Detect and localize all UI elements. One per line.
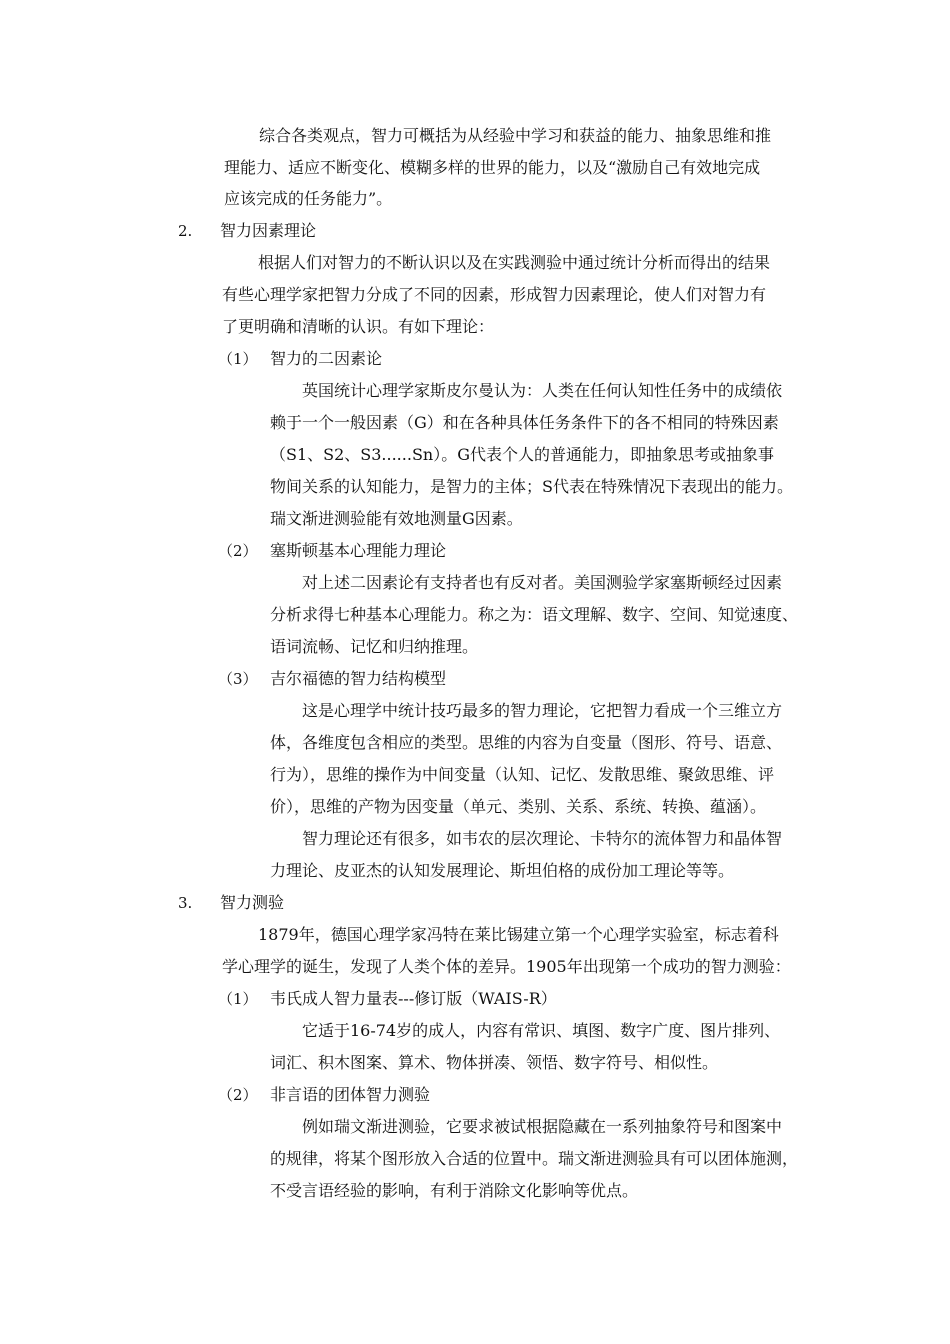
- subsection-title: 韦氏成人智力量表---修订版（WAIS-R）: [270, 989, 557, 1008]
- paragraph-line: 学心理学的诞生，发现了人类个体的差异。1905年出现第一个成功的智力测验：: [222, 957, 791, 976]
- paragraph-line: 根据人们对智力的不断认识以及在实践测验中通过统计分析而得出的结果: [258, 253, 771, 272]
- paragraph-line: 有些心理学家把智力分成了不同的因素，形成智力因素理论，使人们对智力有: [222, 285, 767, 304]
- paragraph-line: 力理论、皮亚杰的认知发展理论、斯坦伯格的成份加工理论等等。: [270, 861, 735, 880]
- subsection-title: 吉尔福德的智力结构模型: [270, 669, 447, 688]
- paragraph-line: （S1、S2、S3......Sn）。G代表个人的普通能力，即抽象思考或抽象事: [270, 445, 774, 464]
- paragraph-line: 这是心理学中统计技巧最多的智力理论，它把智力看成一个三维立方: [302, 701, 783, 720]
- subsection-number: （1）: [218, 990, 258, 1008]
- paragraph-line: 的规律，将某个图形放入合适的位置中。瑞文渐进测验具有可以团体施测，: [270, 1149, 799, 1168]
- section-number: 2.: [178, 222, 193, 240]
- paragraph-line: 行为），思维的操作为中间变量（认知、记忆、发散思维、聚敛思维、评: [270, 765, 775, 784]
- subsection-number: （2）: [218, 1086, 258, 1104]
- subsection-title: 非言语的团体智力测验: [270, 1085, 431, 1104]
- subsection-number: （2）: [218, 542, 258, 560]
- paragraph-line: 体，各维度包含相应的类型。思维的内容为自变量（图形、符号、语意、: [270, 733, 783, 752]
- subsection-number: （3）: [218, 670, 258, 688]
- paragraph-line: 对上述二因素论有支持者也有反对者。美国测验学家塞斯顿经过因素: [302, 573, 783, 592]
- paragraph-line: 英国统计心理学家斯皮尔曼认为：人类在任何认知性任务中的成绩依: [302, 381, 783, 400]
- paragraph-line: 应该完成的任务能力”。: [224, 189, 393, 208]
- paragraph-line: 理能力、适应不断变化、模糊多样的世界的能力，以及“激励自己有效地完成: [224, 158, 761, 177]
- paragraph-line: 赖于一个一般因素（G）和在各种具体任务条件下的各不相同的特殊因素: [270, 413, 779, 432]
- paragraph-line: 智力理论还有很多，如韦农的层次理论、卡特尔的流体智力和晶体智: [302, 829, 783, 848]
- paragraph-line: 1879年，德国心理学家冯特在莱比锡建立第一个心理学实验室，标志着科: [258, 925, 779, 944]
- paragraph-line: 它适于16-74岁的成人，内容有常识、填图、数字广度、图片排列、: [302, 1021, 781, 1040]
- section-title: 智力因素理论: [220, 221, 317, 240]
- paragraph-line: 物间关系的认知能力，是智力的主体；S代表在特殊情况下表现出的能力。: [270, 477, 793, 496]
- paragraph-line: 瑞文渐进测验能有效地测量G因素。: [270, 509, 523, 528]
- paragraph-line: 词汇、积木图案、算术、物体拼凑、领悟、数字符号、相似性。: [270, 1053, 719, 1072]
- subsection-title: 塞斯顿基本心理能力理论: [270, 541, 447, 560]
- paragraph-line: 不受言语经验的影响，有利于消除文化影响等优点。: [270, 1181, 639, 1200]
- paragraph-line: 了更明确和清晰的认识。有如下理论：: [222, 317, 495, 336]
- paragraph-line: 语词流畅、记忆和归纳推理。: [270, 637, 479, 656]
- paragraph-line: 分析求得七种基本心理能力。称之为：语文理解、数字、空间、知觉速度、: [270, 605, 799, 624]
- paragraph-line: 价），思维的产物为因变量（单元、类别、关系、系统、转换、蕴涵）。: [270, 797, 767, 816]
- section-number: 3.: [178, 894, 193, 912]
- section-title: 智力测验: [220, 893, 285, 912]
- subsection-title: 智力的二因素论: [270, 349, 383, 368]
- paragraph-line: 例如瑞文渐进测验，它要求被试根据隐藏在一系列抽象符号和图案中: [302, 1117, 783, 1136]
- subsection-number: （1）: [218, 350, 258, 368]
- paragraph-line: 综合各类观点，智力可概括为从经验中学习和获益的能力、抽象思维和推: [259, 126, 772, 145]
